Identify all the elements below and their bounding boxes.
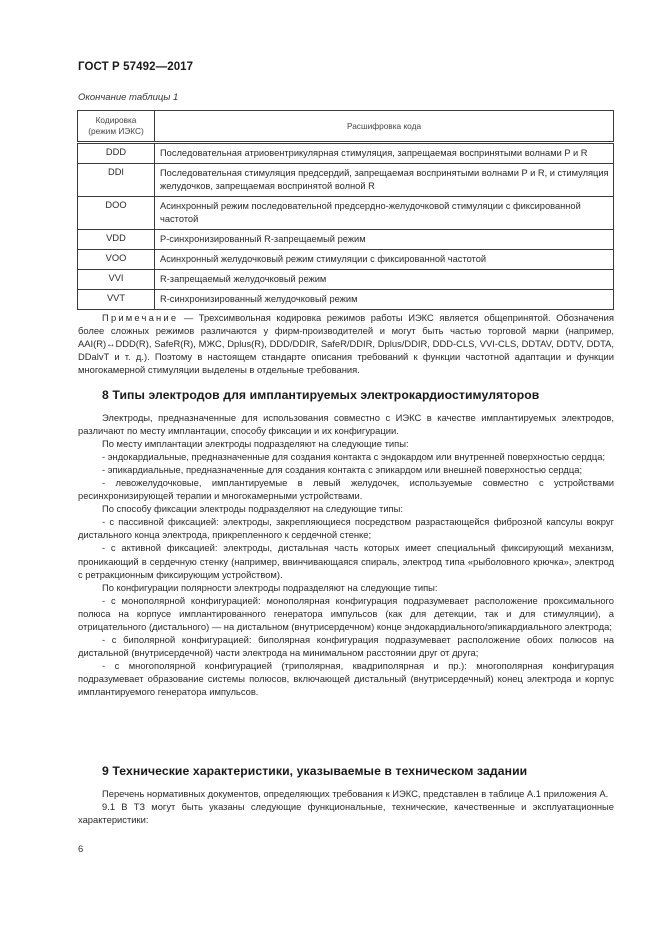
paragraph: По способу фиксации электроды подразделяют на следующие типы: [102,503,403,515]
column-header-description: Расшифровка кода [155,111,614,143]
cell-code: VOO [78,250,155,270]
document-id: ГОСТ Р 57492—2017 [78,61,194,73]
list-item: - с биполярной конфигурацией: биполярная конфигурация подразумевает расположение обоих полюсов на дистальной (внутрисердечной) части электрода на минимальном расстоянии друг от друга; [78,633,614,658]
list-item: - с многополярной конфигурацией (триполярная, квадриполярная и пр.): многополярная конфигурация подразумевает образование системы полюсов, включающей дистальный (внутрисердечный) конец электрода и корпус имплантируемого генератора импульсов. [78,659,614,697]
table-row [78,290,614,310]
table-row [78,250,614,270]
note-label: Примечание [102,312,179,323]
cell-code: DOO [78,197,155,230]
table-row [78,164,614,197]
paragraph: По конфигурации полярности электроды подразделяют на следующие типы: [102,581,438,593]
paragraph: Перечень нормативных документов, определяющих требования к ИЭКС, представлен в таблице А.1 приложения А. [102,788,609,799]
cell-description: Последовательная стимуляция предсердий, запрещаемая воспринятыми волнами P и R, и стимуляция желудочков, запрещаемая воспринятой волной R [155,164,614,197]
list-item: - с активной фиксацией: электроды, дистальная часть которых имеет специальный фиксирующий механизм, проникающий в сердечную стенку (например, ввинчивающаяся спираль, электрод типа «рыболовного крючка», электрод с ретракционным фиксирующим устройством). [78,542,614,580]
list-item: - с пассивной фиксацией: электроды, закрепляющиеся посредством разрастающейся фиброзной капсулы вокруг дистального конца электрода, прикрепленного к сердечной стенке; [78,516,614,541]
section-9-body [78,787,614,826]
column-header-code [78,111,155,143]
table-note [78,311,614,376]
paragraph: Электроды, предназначенные для использования совместно с ИЭКС в качестве имплантируемых электродов, различают по месту имплантации, способу фиксации и их конфигурации. [78,412,614,437]
cell-description: R-запрещаемый желудочковый режим [155,270,614,290]
section-8-heading: 8 Типы электродов для имплантируемых электрокардиостимуляторов [102,388,540,402]
page-number: 6 [78,844,84,855]
cell-code: DDD [78,143,155,164]
table-row [78,197,614,230]
section-9-heading: 9 Технические характеристики, указываемые в техническом задании [102,764,528,778]
paragraph: 9.1 В ТЗ могут быть указаны следующие функциональные, технические, качественные и эксплуатационные характеристики: [78,801,614,826]
pacing-modes-table [77,110,614,310]
table-header-row [78,111,614,143]
list-item: - левожелудочковые, имплантируемые в левый желудочек, используемые совместно с устройствами ресинхронизирующей терапии и многокамерными устройствами. [78,477,614,502]
column-header-code-line1: Кодировка [95,115,137,125]
note-text: — Трехсимвольная кодировка режимов работы ИЭКС является общепринятой. Обозначения более сложных режимов различаются у фирм-производителей и могут быть частью торговой марки (например, AAI(R)↔DDD(R), SafeR(R), МЖС, Dplus(R), DDD/DDIR, SafeR/DDIR, Dplus/DDIR, DDD-CLS, VVI-CLS, DDTAV, DDTV, DDTA, DDalvT и т. д.). Поэтому в настоящем стандарте описания требований к функции частотной адаптации и функции многокамерной стимуляции выделены в отдельные требования. [78,312,614,376]
cell-code: DDI [78,164,155,197]
table-row [78,143,614,164]
list-item: - с монополярной конфигурацией: монополярная конфигурация подразумевает расположение проксимального полюса на корпусе имплантированного генератора импульсов (как для детекции, так и для стимуляции), а отрицательного (дистального) — на дистальном (внутрисердечном) конце эндокардиального/эпикардиального электрода; [78,594,614,632]
list-item: - эпикардиальные, предназначенные для создания контакта с эпикардом или внешней поверхностью сердца; [102,464,583,476]
cell-code: VVT [78,290,155,310]
column-header-code-line2: (режим ИЭКС) [88,126,144,136]
table-row [78,230,614,250]
section-8-body [78,411,614,698]
paragraph: По месту имплантации электроды подразделяют на следующие типы: [102,438,409,450]
cell-description: R-синхронизированный желудочковый режим [155,290,614,310]
table-caption: Окончание таблицы 1 [78,92,179,103]
cell-code: VDD [78,230,155,250]
cell-description: P-синхронизированный R-запрещаемый режим [155,230,614,250]
cell-description: Асинхронный режим последовательной предсердно-желудочковой стимуляции с фиксированной частотой [155,197,614,230]
cell-code: VVI [78,270,155,290]
table-row [78,270,614,290]
cell-description: Последовательная атриовентрикулярная стимуляция, запрещаемая воспринятыми волнами P и R [155,143,614,164]
cell-description: Асинхронный желудочковый режим стимуляции с фиксированной частотой [155,250,614,270]
list-item: - эндокардиальные, предназначенные для создания контакта с эндокардом или внутренней поверхностью сердца; [102,451,606,463]
